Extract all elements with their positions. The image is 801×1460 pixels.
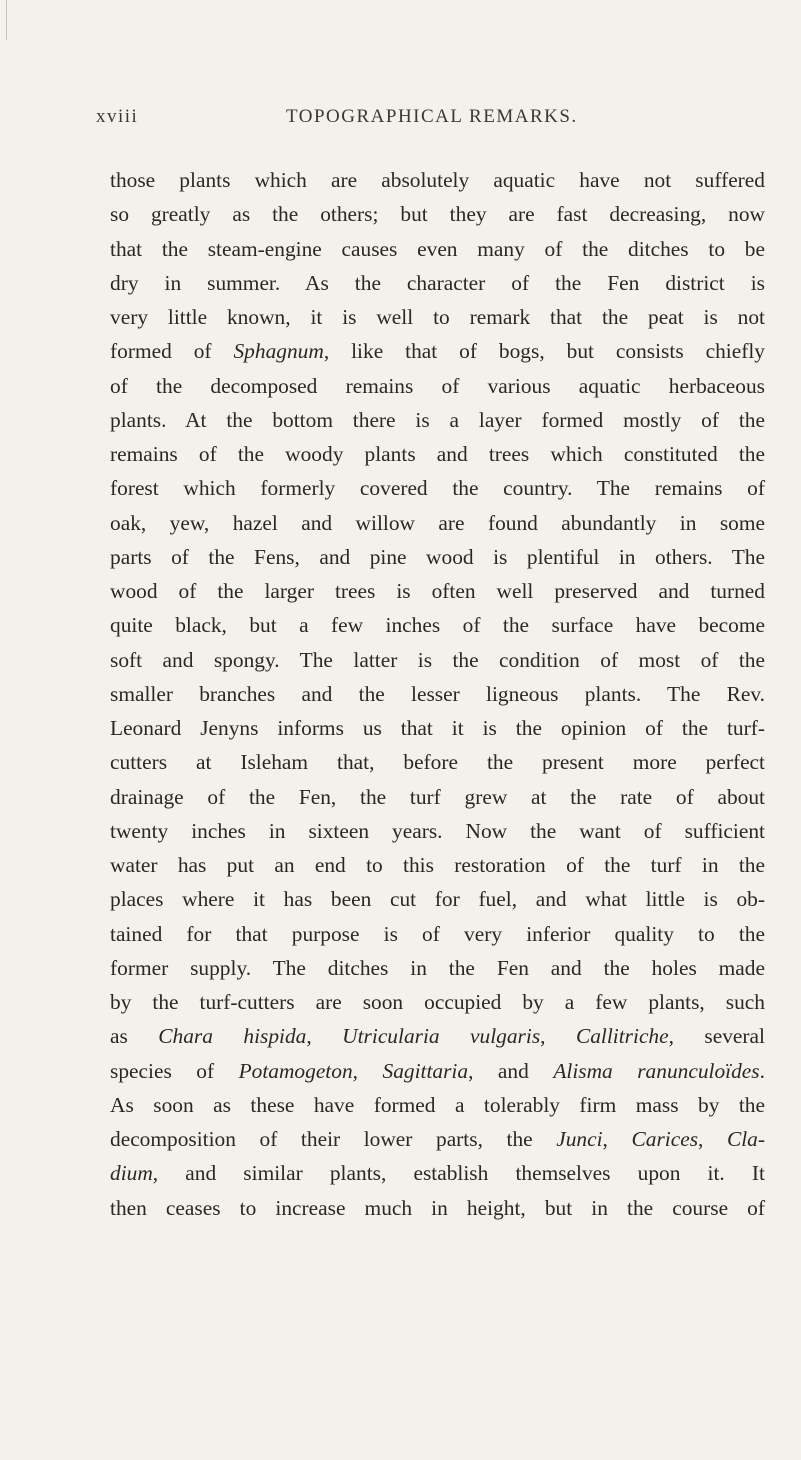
text-line xyxy=(110,266,765,300)
text-run: , and similar plants, establish themselves upon it. It xyxy=(152,1161,765,1186)
italic-term: dium xyxy=(110,1161,153,1186)
text-run: of the decomposed remains of various aquatic herbaceous xyxy=(110,373,765,398)
italic-term: Cla- xyxy=(726,1127,765,1151)
text-line xyxy=(110,677,765,711)
text-run: as xyxy=(110,1024,159,1049)
text-line xyxy=(110,848,765,882)
text-run: twenty inches in sixteen years. Now the want of sufficient xyxy=(110,818,765,843)
italic-term: Carices xyxy=(631,1127,699,1151)
text-run: by the turf-cutters are soon occupied by a few plants, such xyxy=(110,990,765,1014)
text-run: soft and spongy. The latter is the condition of most of the xyxy=(110,647,765,672)
italic-term: Potamogeton xyxy=(238,1058,353,1083)
text-line xyxy=(110,1156,765,1190)
text-line xyxy=(110,300,765,334)
italic-term: Callitriche xyxy=(575,1024,669,1049)
text-run: those plants which are absolutely aquatic have not suffered xyxy=(110,168,765,192)
text-line xyxy=(110,574,765,608)
text-line xyxy=(110,437,765,471)
text-line xyxy=(110,1191,765,1225)
text-line xyxy=(110,745,765,779)
text-run: wood of the larger trees is often well preserved and turned xyxy=(110,579,765,603)
italic-term: Chara hispida xyxy=(158,1024,307,1049)
text-run: forest which formerly covered the country. The remains of xyxy=(110,476,765,501)
running-head: TOPOGRAPHICAL REMARKS. xyxy=(286,106,578,127)
text-line xyxy=(110,780,765,814)
text-line xyxy=(110,1054,765,1088)
text-run: cutters at Isleham that, before the present more perfect xyxy=(110,750,765,775)
text-run: As soon as these have formed a tolerably firm mass by the xyxy=(110,1092,765,1117)
text-line xyxy=(110,334,765,368)
text-run: dry in summer. As the character of the Fen district is xyxy=(110,270,765,295)
text-run: drainage of the Fen, the turf grew at the rate of about xyxy=(110,784,765,809)
text-line xyxy=(110,814,765,848)
text-line xyxy=(110,1019,765,1053)
text-run: former supply. The ditches in the Fen and the holes made xyxy=(110,955,765,980)
text-run: quite black, but a few inches of the surface have become xyxy=(110,613,765,638)
text-line xyxy=(110,197,765,231)
text-run: places where it has been cut for fuel, and what little is ob- xyxy=(110,887,765,912)
italic-term: Utricularia vulgaris xyxy=(342,1024,541,1049)
text-run: decomposition of their lower parts, the xyxy=(110,1127,557,1151)
text-line xyxy=(110,403,765,437)
page-header xyxy=(96,106,726,136)
text-run: water has put an end to this restoration of the turf in the xyxy=(110,853,765,877)
text-run: , xyxy=(352,1058,383,1083)
text-run: oak, yew, hazel and willow are found abundantly in some xyxy=(110,510,765,535)
italic-term: Junci xyxy=(556,1127,603,1151)
text-line xyxy=(110,608,765,642)
text-run: remains of the woody plants and trees which constituted the xyxy=(110,442,765,466)
page-number: xviii xyxy=(96,106,139,127)
text-line xyxy=(110,917,765,951)
text-run: that the steam-engine causes even many of the ditches to be xyxy=(110,236,765,261)
italic-term: Sphagnum xyxy=(233,339,324,364)
text-run: Leonard Jenyns informs us that it is the opinion of the turf- xyxy=(110,716,765,740)
text-run: smaller branches and the lesser ligneous plants. The Rev. xyxy=(110,681,765,706)
text-run: tained for that purpose is of very inferior quality to the xyxy=(110,921,765,946)
text-run: parts of the Fens, and pine wood is plentiful in others. The xyxy=(110,544,765,569)
text-line xyxy=(110,369,765,403)
text-line xyxy=(110,711,765,745)
italic-term: Sagittaria xyxy=(382,1058,469,1083)
text-line xyxy=(110,882,765,916)
text-line xyxy=(110,1088,765,1122)
text-line xyxy=(110,232,765,266)
text-run: , several xyxy=(668,1024,765,1049)
text-run: species of xyxy=(110,1058,239,1083)
text-line xyxy=(110,951,765,985)
text-line xyxy=(110,163,765,197)
page-edge-mark xyxy=(0,0,7,40)
text-run: very little known, it is well to remark that the peat is not xyxy=(110,305,765,329)
text-run: , xyxy=(602,1127,632,1151)
text-run: plants. At the bottom there is a layer formed mostly of the xyxy=(110,407,765,432)
text-line xyxy=(110,540,765,574)
text-run: , xyxy=(306,1024,343,1049)
text-run: formed of xyxy=(110,339,234,364)
text-run: then ceases to increase much in height, but in the course of xyxy=(110,1195,765,1220)
text-run: , xyxy=(698,1127,727,1151)
text-line xyxy=(110,471,765,505)
italic-term: Alisma ranunculoïdes xyxy=(553,1058,760,1083)
text-run: , and xyxy=(468,1058,554,1083)
text-run: . xyxy=(759,1058,765,1083)
text-line xyxy=(110,985,765,1019)
text-run: , like that of bogs, but consists chiefly xyxy=(323,339,765,364)
text-line xyxy=(110,506,765,540)
text-run: so greatly as the others; but they are fast decreasing, now xyxy=(110,202,765,227)
text-line xyxy=(110,1122,765,1156)
text-line xyxy=(110,643,765,677)
text-run: , xyxy=(540,1024,576,1049)
body-paragraph xyxy=(110,163,765,1225)
